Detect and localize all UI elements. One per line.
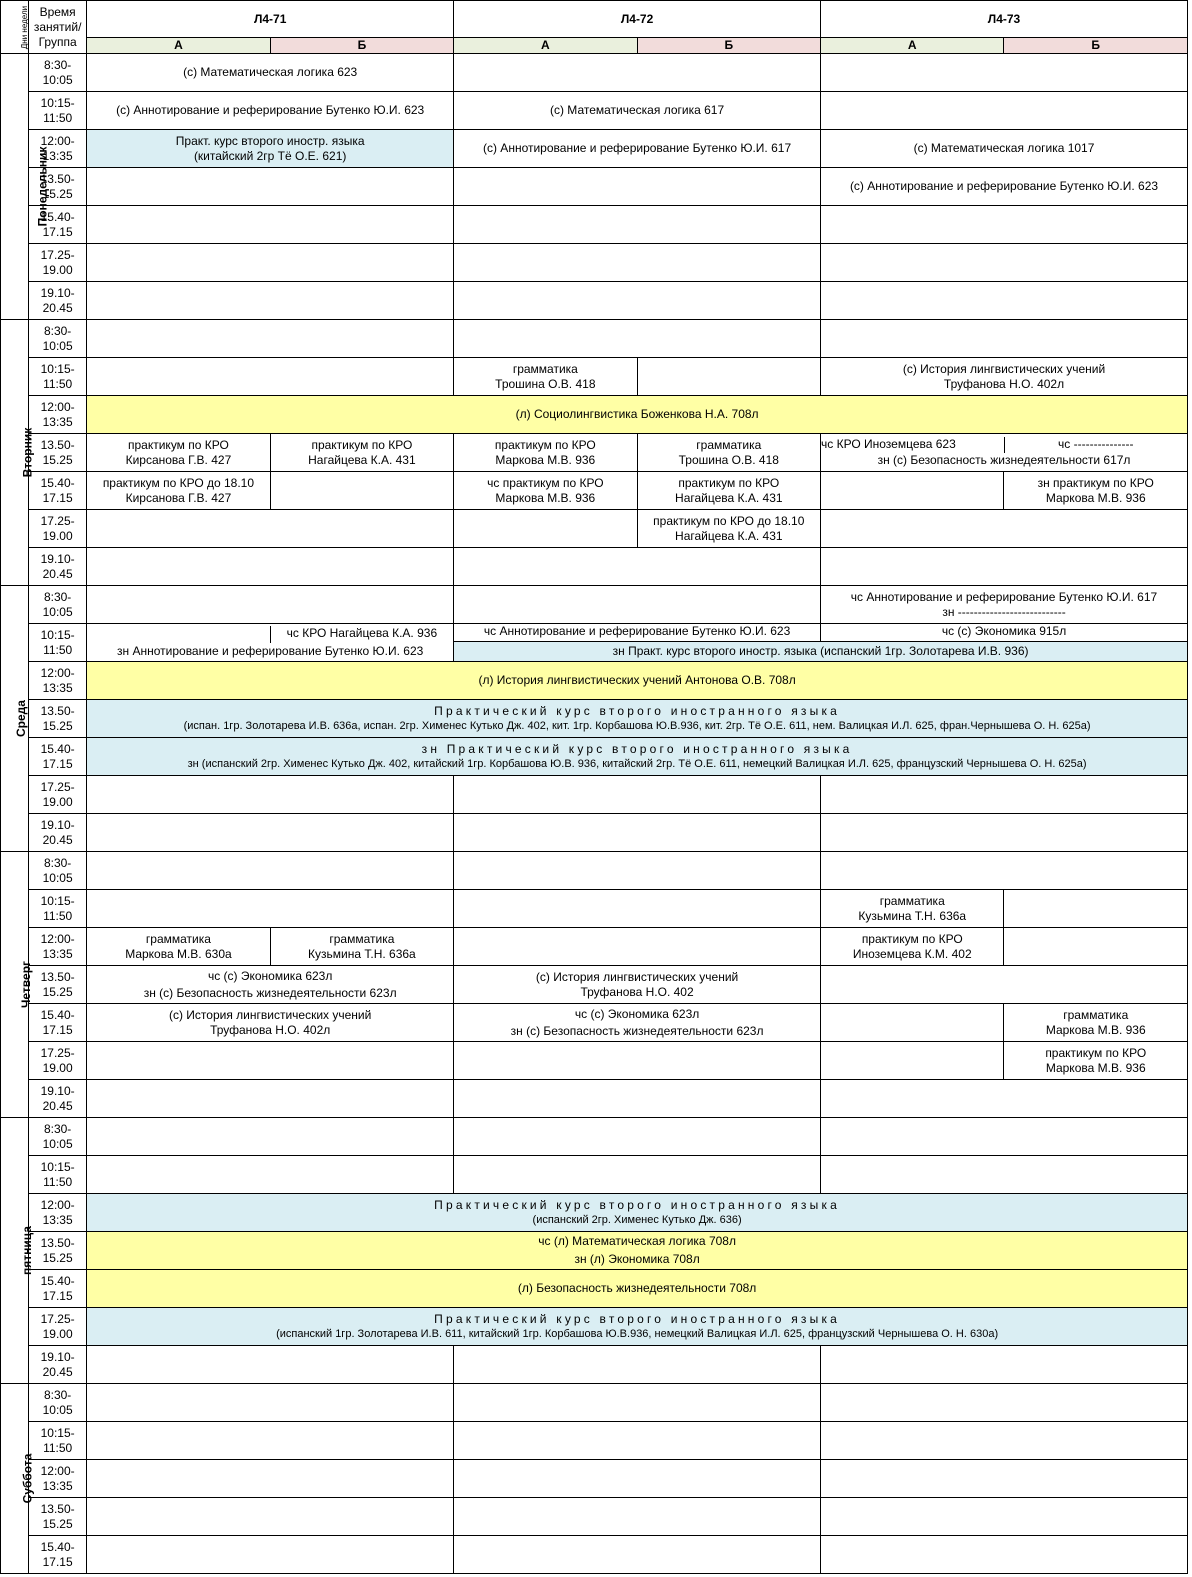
empty-cell: [454, 1042, 821, 1080]
time-slot: 17.25-19.00: [29, 510, 87, 548]
table-row: [1, 206, 1188, 244]
empty-cell: [454, 928, 821, 966]
time-slot: 15.40-17.15: [29, 1536, 87, 1574]
subgroup-b: Б: [1004, 38, 1188, 54]
empty-cell: [454, 586, 821, 624]
subgroup-row: [1, 38, 1188, 54]
empty-cell: [454, 244, 821, 282]
empty-cell: [454, 1080, 821, 1118]
table-row: [1, 586, 1188, 624]
group-header-l4-73: Л4-73: [821, 1, 1188, 38]
empty-cell: [821, 1004, 1004, 1042]
empty-cell: [87, 1498, 454, 1536]
lesson-cell: чс КРО Иноземцева 623 чс --------------- зн (с) Безопасность жизнедеятельности 617л: [821, 434, 1188, 472]
time-slot: 12:00-13:35: [29, 130, 87, 168]
day-label-friday: пятница: [1, 1118, 29, 1384]
empty-cell: [821, 282, 1188, 320]
empty-cell: [637, 358, 820, 396]
lesson-cell: чс (с) Экономика 623л зн (с) Безопасность жизнедеятельности 623л: [87, 966, 454, 1004]
table-row: [1, 282, 1188, 320]
empty-cell: [87, 890, 454, 928]
empty-cell: [87, 1156, 454, 1194]
lecture-cell: (л) Социолингвистика Боженкова Н.А. 708л: [87, 396, 1188, 434]
empty-cell: [454, 814, 821, 852]
table-row: [1, 852, 1188, 890]
empty-cell: [821, 1384, 1188, 1422]
table-row: [1, 396, 1188, 434]
empty-cell: [454, 510, 637, 548]
lesson-cell: грамматика Кузьмина Т.Н. 636а: [821, 890, 1004, 928]
empty-cell: [821, 92, 1188, 130]
empty-cell: [821, 776, 1188, 814]
time-slot: 10:15-11:50: [29, 1422, 87, 1460]
empty-cell: [454, 1460, 821, 1498]
empty-cell: [454, 1384, 821, 1422]
lesson-cell: практикум по КРО Маркова М.В. 936: [1004, 1042, 1188, 1080]
lesson-cell: (с) Аннотирование и реферирование Бутенко Ю.И. 623: [87, 92, 454, 130]
table-row: [1, 738, 1188, 776]
lesson-cell: практикум по КРО Маркова М.В. 936: [454, 434, 637, 472]
time-slot: 19.10-20.45: [29, 1346, 87, 1384]
empty-cell: [87, 282, 454, 320]
empty-cell: [821, 472, 1004, 510]
empty-cell: [87, 168, 454, 206]
empty-cell: [821, 244, 1188, 282]
time-slot: 15.40-17.15: [29, 1004, 87, 1042]
table-row: [1, 1004, 1188, 1042]
empty-cell: [454, 1536, 821, 1574]
table-row: [1, 1080, 1188, 1118]
empty-cell: [454, 282, 821, 320]
empty-cell: [821, 1498, 1188, 1536]
empty-cell: [87, 244, 454, 282]
time-slot: 8:30-10:05: [29, 1118, 87, 1156]
empty-cell: [87, 814, 454, 852]
lesson-cell: практикум по КРО до 18.10 Кирсанова Г.В. 427: [87, 472, 270, 510]
time-slot: 12:00-13:35: [29, 928, 87, 966]
empty-cell: [454, 1498, 821, 1536]
lesson-cell: грамматика Маркова М.В. 936: [1004, 1004, 1188, 1042]
time-slot: 10:15-11:50: [29, 890, 87, 928]
time-slot: 17.25-19.00: [29, 1042, 87, 1080]
time-slot: 13.50-15.25: [29, 434, 87, 472]
empty-cell: [1004, 890, 1188, 928]
time-slot: 8:30-10:05: [29, 54, 87, 92]
time-group-header: Время занятий/ Группа: [29, 1, 87, 54]
table-row: [1, 662, 1188, 700]
time-slot: 8:30-10:05: [29, 586, 87, 624]
table-row: [1, 776, 1188, 814]
lesson-cell: грамматика Кузьмина Т.Н. 636а: [270, 928, 453, 966]
time-slot: 8:30-10:05: [29, 320, 87, 358]
lesson-cell: чс КРО Нагайцева К.А. 936 зн Аннотирование и реферирование Бутенко Ю.И. 623: [87, 624, 454, 662]
table-row: [1, 1232, 1188, 1270]
group-header-l4-71: Л4-71: [87, 1, 454, 38]
lecture-cell: (л) История лингвистических учений Антонова О.В. 708л: [87, 662, 1188, 700]
empty-cell: [454, 1422, 821, 1460]
table-row: [1, 1536, 1188, 1574]
lesson-cell: практикум по КРО до 18.10 Нагайцева К.А. 431: [637, 510, 820, 548]
table-row: [1, 510, 1188, 548]
time-slot: 15.40-17.15: [29, 738, 87, 776]
time-slot: 17.25-19.00: [29, 776, 87, 814]
time-slot: 13.50-15.25: [29, 966, 87, 1004]
empty-cell: [821, 1536, 1188, 1574]
empty-cell: [821, 54, 1188, 92]
empty-cell: [821, 320, 1188, 358]
table-row: [1, 1422, 1188, 1460]
lesson-cell: практикум по КРО Нагайцева К.А. 431: [270, 434, 453, 472]
empty-cell: [87, 1346, 454, 1384]
lesson-cell: (с) Аннотирование и реферирование Бутенко Ю.И. 623: [821, 168, 1188, 206]
empty-cell: [821, 548, 1188, 586]
lesson-cell: (с) Аннотирование и реферирование Бутенко Ю.И. 617: [454, 130, 821, 168]
time-slot: 19.10-20.45: [29, 814, 87, 852]
time-slot: 19.10-20.45: [29, 1080, 87, 1118]
time-slot: 10:15-11:50: [29, 1156, 87, 1194]
empty-cell: [1004, 928, 1188, 966]
lesson-cell: Практ. курс второго иностр. языка (китайский 2гр Тё О.Е. 621): [87, 130, 454, 168]
time-slot: 19.10-20.45: [29, 548, 87, 586]
empty-cell: [454, 206, 821, 244]
lesson-cell: чс Аннотирование и реферирование Бутенко Ю.И. 623 чс (с) Экономика 915л зн Практ. курс второго иностр. языка (испанский 1гр. Золотарева И.В. 936): [454, 624, 1188, 662]
empty-cell: [87, 1384, 454, 1422]
subgroup-a: А: [87, 38, 270, 54]
table-row: [1, 472, 1188, 510]
day-label-monday: Понедельник: [1, 54, 29, 320]
empty-cell: [454, 1346, 821, 1384]
time-slot: 8:30-10:05: [29, 1384, 87, 1422]
subgroup-a: А: [821, 38, 1004, 54]
empty-cell: [454, 1118, 821, 1156]
empty-cell: [87, 320, 454, 358]
empty-cell: [821, 1042, 1004, 1080]
empty-cell: [821, 966, 1188, 1004]
empty-cell: [270, 472, 453, 510]
time-slot: 12:00-13:35: [29, 1460, 87, 1498]
empty-cell: [821, 1118, 1188, 1156]
empty-cell: [821, 1460, 1188, 1498]
empty-cell: [454, 548, 821, 586]
table-row: [1, 1384, 1188, 1422]
empty-cell: [87, 776, 454, 814]
empty-cell: [821, 1156, 1188, 1194]
time-slot: 13.50-15.25: [29, 700, 87, 738]
empty-cell: [454, 54, 821, 92]
table-row: [1, 928, 1188, 966]
table-row: [1, 244, 1188, 282]
lesson-cell: (с) История лингвистических учений Труфанова Н.О. 402л: [87, 1004, 454, 1042]
empty-cell: [87, 548, 454, 586]
empty-cell: [821, 1080, 1188, 1118]
day-label-tuesday: Вторник: [1, 320, 29, 586]
empty-cell: [87, 1460, 454, 1498]
lesson-cell: грамматика Трошина О.В. 418: [637, 434, 820, 472]
lesson-cell: зн практикум по КРО Маркова М.В. 936: [1004, 472, 1188, 510]
time-slot: 13.50-15.25: [29, 168, 87, 206]
lecture-cell: чс (л) Математическая логика 708л зн (л) Экономика 708л: [87, 1232, 1188, 1270]
empty-cell: [454, 1156, 821, 1194]
lesson-cell: практикум по КРО Иноземцева К.М. 402: [821, 928, 1004, 966]
table-row: [1, 358, 1188, 396]
empty-cell: [821, 510, 1188, 548]
subgroup-b: Б: [637, 38, 820, 54]
empty-cell: [821, 1422, 1188, 1460]
table-row: [1, 434, 1188, 472]
time-slot: 15.40-17.15: [29, 1270, 87, 1308]
time-slot: 12:00-13:35: [29, 396, 87, 434]
table-row: [1, 168, 1188, 206]
empty-cell: [454, 776, 821, 814]
empty-cell: [87, 1042, 454, 1080]
empty-cell: [87, 852, 454, 890]
language-course-cell: Практический курс второго иностранного языка (испанский 1гр. Золотарева И.В. 611, китайский 1гр. Корбашова Ю.В.936, немецкий Валицкая И.Л. 625, французский Чернышева О. Н. 630а): [87, 1308, 1188, 1346]
empty-cell: [454, 852, 821, 890]
empty-cell: [87, 1118, 454, 1156]
time-slot: 19.10-20.45: [29, 282, 87, 320]
header-row: [1, 1, 1188, 38]
empty-cell: [87, 1422, 454, 1460]
table-row: [1, 1460, 1188, 1498]
days-header: Дни недели: [1, 1, 29, 54]
lesson-cell: чс практикум по КРО Маркова М.В. 936: [454, 472, 637, 510]
empty-cell: [454, 168, 821, 206]
table-row: [1, 1308, 1188, 1346]
table-row: [1, 1156, 1188, 1194]
group-header-l4-72: Л4-72: [454, 1, 821, 38]
table-row: [1, 814, 1188, 852]
time-slot: 17.25-19.00: [29, 1308, 87, 1346]
time-slot: 15.40-17.15: [29, 206, 87, 244]
time-slot: 13.50-15.25: [29, 1232, 87, 1270]
table-row: [1, 1194, 1188, 1232]
day-label-thursday: Четверг: [1, 852, 29, 1118]
lesson-cell: (с) Математическая логика 623: [87, 54, 454, 92]
table-row: [1, 966, 1188, 1004]
day-label-wednesday: Среда: [1, 586, 29, 852]
language-course-cell: Практический курс второго иностранного языка (испан. 1гр. Золотарева И.В. 636а, испан. 2гр. Хименес Кутько Дж. 402, кит. 1гр. Корбашова Ю.В.936, кит. 2гр. Тё О.Е. 611, нем. Валицкая И.Л. 625, фран.Чернышева О. Н. 625а): [87, 700, 1188, 738]
lesson-cell: грамматика Маркова М.В. 630а: [87, 928, 270, 966]
empty-cell: [87, 586, 454, 624]
lesson-cell: практикум по КРО Кирсанова Г.В. 427: [87, 434, 270, 472]
table-row: [1, 1498, 1188, 1536]
empty-cell: [821, 1346, 1188, 1384]
lesson-cell: (с) Математическая логика 617: [454, 92, 821, 130]
time-slot: 10:15-11:50: [29, 624, 87, 662]
time-slot: 12:00-13:35: [29, 1194, 87, 1232]
day-label-saturday: Суббота: [1, 1384, 29, 1574]
empty-cell: [821, 814, 1188, 852]
lesson-cell: грамматика Трошина О.В. 418: [454, 358, 637, 396]
empty-cell: [87, 1536, 454, 1574]
empty-cell: [87, 206, 454, 244]
language-course-cell: зн Практический курс второго иностранного языка зн (испанский 2гр. Хименес Кутько Дж. 402, китайский 1гр. Корбашова Ю.В. 936, китайский 2гр. Тё О.Е. 611, немецкий Валицкая И.Л. 625, французский Чернышева О. Н. 625а): [87, 738, 1188, 776]
subgroup-b: Б: [270, 38, 453, 54]
empty-cell: [454, 320, 821, 358]
table-row: [1, 320, 1188, 358]
table-row: [1, 54, 1188, 92]
table-row: [1, 548, 1188, 586]
time-slot: 10:15-11:50: [29, 92, 87, 130]
lesson-cell: (с) История лингвистических учений Труфанова Н.О. 402л: [821, 358, 1188, 396]
lesson-cell: практикум по КРО Нагайцева К.А. 431: [637, 472, 820, 510]
language-course-cell: Практический курс второго иностранного языка (испанский 2гр. Хименес Кутько Дж. 636): [87, 1194, 1188, 1232]
lesson-cell: (с) Математическая логика 1017: [821, 130, 1188, 168]
lesson-cell: (с) История лингвистических учений Труфанова Н.О. 402: [454, 966, 821, 1004]
table-row: [1, 624, 1188, 662]
table-row: [1, 1118, 1188, 1156]
time-slot: 12:00-13:35: [29, 662, 87, 700]
time-slot: 8:30-10:05: [29, 852, 87, 890]
table-row: [1, 1042, 1188, 1080]
lesson-cell: чс (с) Экономика 623л зн (с) Безопасность жизнедеятельности 623л: [454, 1004, 821, 1042]
table-row: [1, 890, 1188, 928]
empty-cell: [821, 852, 1188, 890]
time-slot: 13.50-15.25: [29, 1498, 87, 1536]
empty-cell: [87, 1080, 454, 1118]
table-row: [1, 130, 1188, 168]
time-slot: 15.40-17.15: [29, 472, 87, 510]
table-row: [1, 92, 1188, 130]
empty-cell: [87, 358, 454, 396]
time-slot: 10:15-11:50: [29, 358, 87, 396]
lesson-cell: чс Аннотирование и реферирование Бутенко Ю.И. 617 зн ---------------------------: [821, 586, 1188, 624]
time-slot: 17.25-19.00: [29, 244, 87, 282]
lecture-cell: (л) Безопасность жизнедеятельности 708л: [87, 1270, 1188, 1308]
subgroup-a: А: [454, 38, 637, 54]
table-row: [1, 1346, 1188, 1384]
empty-cell: [821, 206, 1188, 244]
empty-cell: [454, 890, 821, 928]
table-row: [1, 1270, 1188, 1308]
empty-cell: [87, 510, 454, 548]
table-row: [1, 700, 1188, 738]
